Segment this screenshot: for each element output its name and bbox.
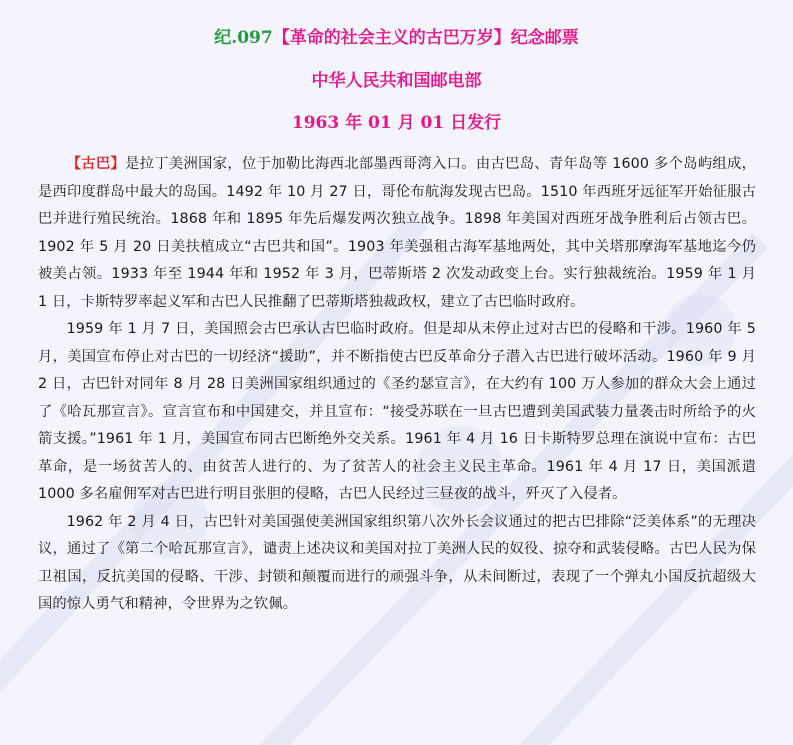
article-body xyxy=(38,151,756,619)
paragraph-3: 1962 年 2 月 4 日，古巴针对美国强使美洲国家组织第八次外长会议通过的把古巴排除“泛美体系”的无理决议，通过了《第二个哈瓦那宣言》，谴责上述决议和美国对拉丁美洲人民的奴役、掠夺和武装侵略。古巴人民为保卫祖国，反抗美国的侵略、干涉、封锁和颠覆而进行的顽强斗争，从未间断过，表现了一个弹丸小国反抗超级大国的惊人勇气和精神，令世界为之钦佩。 xyxy=(38,513,756,612)
issuer-line: 中华人民共和国邮电部 xyxy=(311,71,482,91)
paragraph-2: 1959 年 1 月 7 日，美国照会古巴承认古巴临时政府。但是却从未停止过对古巴的侵略和干涉。1960 年 5 月，美国宣布停止对古巴的一切经济“援助”，并不断指使古巴反革命分子潜入古巴进行破坏活动。1960 年 9 月 2 日，古巴针对同年 8 月 28 日美洲国家组织通过的《圣约瑟宣言》，在大约有 100 万人参加的群众大会上通过了《哈瓦那宣言》。宣言宣布和中国建交，并且宣布：“接受苏联在一旦古巴遭到美国武装力量袭击时所给予的火箭支援。”1961 年 1 月，美国宣布同古巴断绝外交关系。1961 年 4 月 16 日卡斯特罗总理在演说中宣布：古巴革命，是一场贫苦人的、由贫苦人进行的、为了贫苦人的社会主义民主革命。1961 年 4 月 17 日，美国派遣 1000 多名雇佣军对古巴进行明目张胆的侵略，古巴人民经过三昼夜的战斗，歼灭了入侵者。 xyxy=(38,321,756,502)
cuba-label: 【古巴】 xyxy=(66,156,126,172)
issue-date-line: 1963 年 01 月 01 日发行 xyxy=(291,113,502,133)
paragraph-1 xyxy=(38,151,756,316)
stamp-title xyxy=(0,23,793,48)
paragraph-1-text: 是拉丁美洲国家，位于加勒比海西北部墨西哥湾入口。由古巴岛、青年岛等 1600 多个岛屿组成，是西印度群岛中最大的岛国。1492 年 10 月 27 日，哥伦布航海发现古巴岛。1510 年西班牙远征军开始征服古巴并进行殖民统治。1868 年和 1895 年先后爆发两次独立战争。1898 年美国对西班牙战争胜利后占领古巴。1902 年 5 月 20 日美扶植成立“古巴共和国”。1903 年美强租古海军基地两处，其中关塔那摩海军基地迄今仍被美占领。1933 年至 1944 年和 1952 年 3 月，巴蒂斯塔 2 次发动政变上台。实行独裁统治。1959 年 1 月 1 日，卡斯特罗率起义军和古巴人民推翻了巴蒂斯塔独裁政权，建立了古巴临时政府。 xyxy=(38,156,756,310)
stamp-code: 纪.097 xyxy=(214,28,273,48)
stamp-title-text: 【革命的社会主义的古巴万岁】纪念邮票 xyxy=(272,28,579,48)
